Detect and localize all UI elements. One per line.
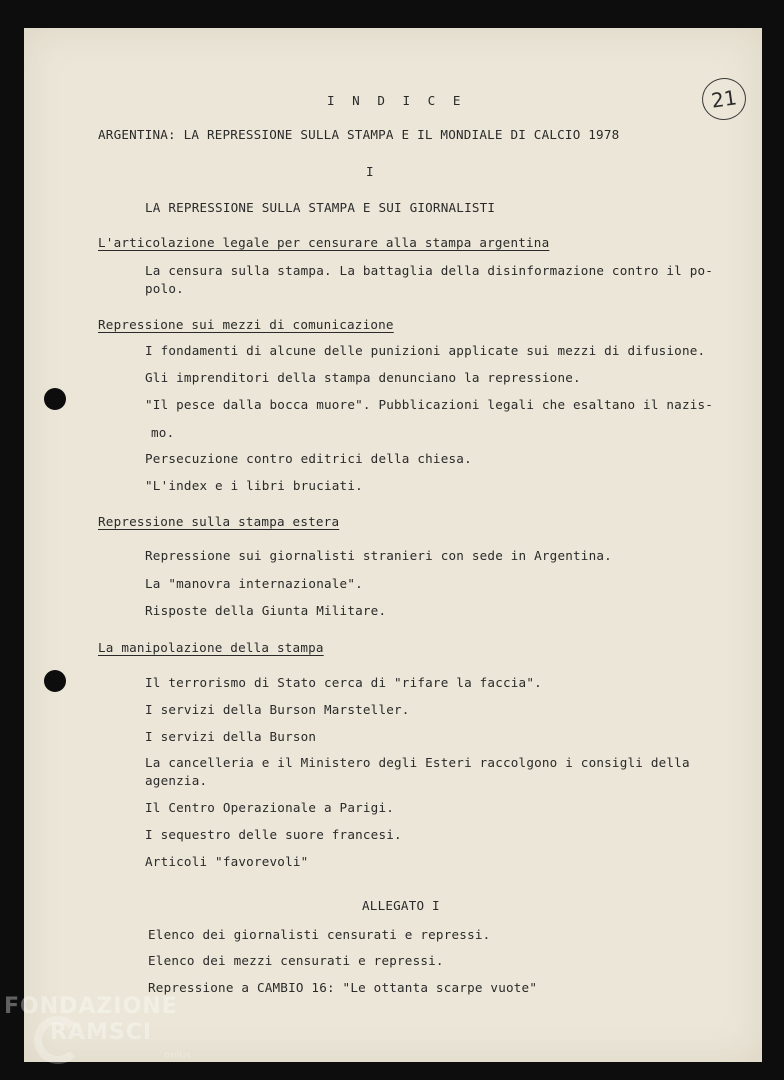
list-item: polo. <box>145 281 184 296</box>
part-title: LA REPRESSIONE SULLA STAMPA E SUI GIORNALISTI <box>145 200 496 215</box>
section-heading: Repressione sui mezzi di comunicazione <box>98 317 394 332</box>
list-item: La cancelleria e il Ministero degli Esteri raccolgono i consigli della <box>145 755 690 770</box>
document-subtitle: ARGENTINA: LA REPRESSIONE SULLA STAMPA E IL MONDIALE DI CALCIO 1978 <box>98 127 620 142</box>
watermark-logo <box>4 990 204 1075</box>
punch-hole <box>44 388 66 410</box>
list-item: I servizi della Burson Marsteller. <box>145 702 410 717</box>
watermark-suffix: onlus <box>164 1050 191 1061</box>
page-number <box>699 75 748 123</box>
watermark-line2: RAMSCI <box>50 1020 153 1045</box>
annex-title: ALLEGATO I <box>362 898 440 913</box>
list-item: Elenco dei giornalisti censurati e repressi. <box>148 927 491 942</box>
list-item: "Il pesce dalla bocca muore". Pubblicazioni legali che esaltano il nazis- <box>145 397 714 412</box>
list-item: Il Centro Operazionale a Parigi. <box>145 800 395 815</box>
list-item: Repressione sui giornalisti stranieri con sede in Argentina. <box>145 548 612 563</box>
document-page <box>24 28 762 1062</box>
list-item: I servizi della Burson <box>145 729 317 744</box>
list-item: "L'index e i libri bruciati. <box>145 478 363 493</box>
list-item: Persecuzione contro editrici della chiesa. <box>145 451 472 466</box>
part-number: I <box>366 164 374 179</box>
list-item: Elenco dei mezzi censurati e repressi. <box>148 953 444 968</box>
list-item: Articoli "favorevoli" <box>145 854 309 869</box>
list-item: I sequestro delle suore francesi. <box>145 827 402 842</box>
list-item: agenzia. <box>145 773 208 788</box>
list-item: I fondamenti di alcune delle punizioni applicate sui mezzi di difusione. <box>145 343 706 358</box>
list-item: La "manovra internazionale". <box>145 576 363 591</box>
page-number-text: 21 <box>709 85 739 113</box>
section-heading: Repressione sulla stampa estera <box>98 514 340 529</box>
section-heading: L'articolazione legale per censurare alla stampa argentina <box>98 235 550 250</box>
section-heading: La manipolazione della stampa <box>98 640 324 655</box>
page-title: I N D I C E <box>327 93 466 108</box>
punch-hole <box>44 670 66 692</box>
watermark-line1: FONDAZIONE <box>4 994 178 1019</box>
list-item: Repressione a CAMBIO 16: "Le ottanta scarpe vuote" <box>148 980 538 995</box>
list-item: La censura sulla stampa. La battaglia della disinformazione contro il po- <box>145 263 714 278</box>
list-item: Gli imprenditori della stampa denunciano la repressione. <box>145 370 581 385</box>
list-item: Il terrorismo di Stato cerca di "rifare la faccia". <box>145 675 542 690</box>
list-item: mo. <box>151 425 175 440</box>
list-item: Risposte della Giunta Militare. <box>145 603 387 618</box>
